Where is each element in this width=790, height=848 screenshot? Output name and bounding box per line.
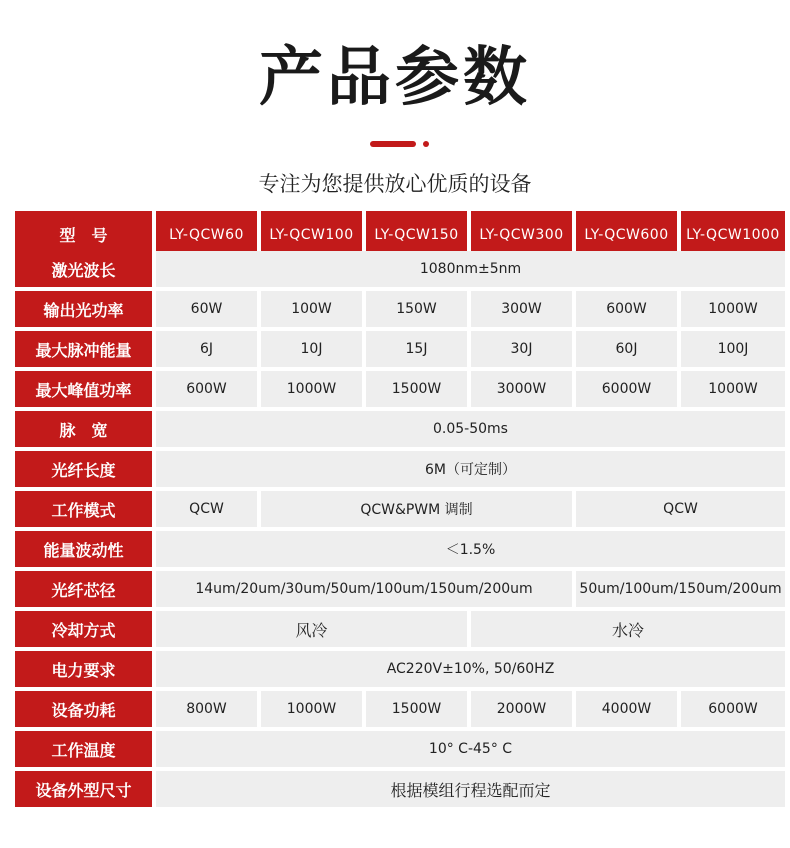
work-mode-value: QCW&PWM 调制: [261, 491, 572, 527]
header-model: LY-QCW60: [156, 211, 257, 258]
row-label-stability: 能量波动性: [15, 531, 152, 567]
row-label-temperature: 工作温度: [15, 731, 152, 767]
consumption-value: 6000W: [681, 691, 785, 727]
row-label-dimensions: 设备外型尺寸: [15, 771, 152, 807]
row-label-cooling: 冷却方式: [15, 611, 152, 647]
temperature-value: 10° C-45° C: [156, 731, 785, 767]
fiber-core-value: 50um/100um/150um/200um: [576, 571, 785, 607]
row-label-work-mode: 工作模式: [15, 491, 152, 527]
cooling-value: 水冷: [471, 611, 785, 647]
row-label-wavelength: 激光波长: [15, 251, 152, 287]
peak-power-value: 6000W: [576, 371, 677, 407]
dimensions-value: 根据模组行程选配而定: [156, 771, 785, 807]
row-label-output-power: 输出光功率: [15, 291, 152, 327]
stability-value: ＜1.5%: [156, 531, 785, 567]
title-underline: [370, 141, 416, 147]
page-subtitle: 专注为您提供放心优质的设备: [258, 172, 532, 196]
output-power-value: 1000W: [681, 291, 785, 327]
row-label-consumption: 设备功耗: [15, 691, 152, 727]
peak-power-value: 1000W: [261, 371, 362, 407]
header-model: LY-QCW150: [366, 211, 467, 258]
pulse-energy-value: 6J: [156, 331, 257, 367]
row-label-peak-power: 最大峰值功率: [15, 371, 152, 407]
page-title: 产品参数: [259, 41, 531, 115]
row-label-pulse-width: 脉 宽: [15, 411, 152, 447]
fiber-core-value: 14um/20um/30um/50um/100um/150um/200um: [156, 571, 572, 607]
pulse-energy-value: 10J: [261, 331, 362, 367]
row-label-fiber-length: 光纤长度: [15, 451, 152, 487]
title-underline-dot: [423, 141, 429, 147]
row-label-power-req: 电力要求: [15, 651, 152, 687]
power-req-value: AC220V±10%, 50/60HZ: [156, 651, 785, 687]
peak-power-value: 1000W: [681, 371, 785, 407]
work-mode-value: QCW: [156, 491, 257, 527]
peak-power-value: 1500W: [366, 371, 467, 407]
peak-power-value: 600W: [156, 371, 257, 407]
row-label-fiber-core: 光纤芯径: [15, 571, 152, 607]
header-model: LY-QCW600: [576, 211, 677, 258]
peak-power-value: 3000W: [471, 371, 572, 407]
work-mode-value: QCW: [576, 491, 785, 527]
consumption-value: 1500W: [366, 691, 467, 727]
consumption-value: 4000W: [576, 691, 677, 727]
cooling-value: 风冷: [156, 611, 467, 647]
spec-table: [15, 211, 782, 807]
consumption-value: 2000W: [471, 691, 572, 727]
pulse-energy-value: 30J: [471, 331, 572, 367]
consumption-value: 800W: [156, 691, 257, 727]
header-model: LY-QCW100: [261, 211, 362, 258]
pulse-energy-value: 15J: [366, 331, 467, 367]
row-label-pulse-energy: 最大脉冲能量: [15, 331, 152, 367]
header-model: LY-QCW300: [471, 211, 572, 258]
wavelength-value: 1080nm±5nm: [156, 251, 785, 287]
header-model-label: 型 号: [15, 211, 152, 258]
output-power-value: 100W: [261, 291, 362, 327]
output-power-value: 150W: [366, 291, 467, 327]
pulse-width-value: 0.05-50ms: [156, 411, 785, 447]
pulse-energy-value: 100J: [681, 331, 785, 367]
consumption-value: 1000W: [261, 691, 362, 727]
pulse-energy-value: 60J: [576, 331, 677, 367]
output-power-value: 300W: [471, 291, 572, 327]
fiber-length-value: 6M（可定制）: [156, 451, 785, 487]
output-power-value: 60W: [156, 291, 257, 327]
header-model: LY-QCW1000: [681, 211, 785, 258]
output-power-value: 600W: [576, 291, 677, 327]
